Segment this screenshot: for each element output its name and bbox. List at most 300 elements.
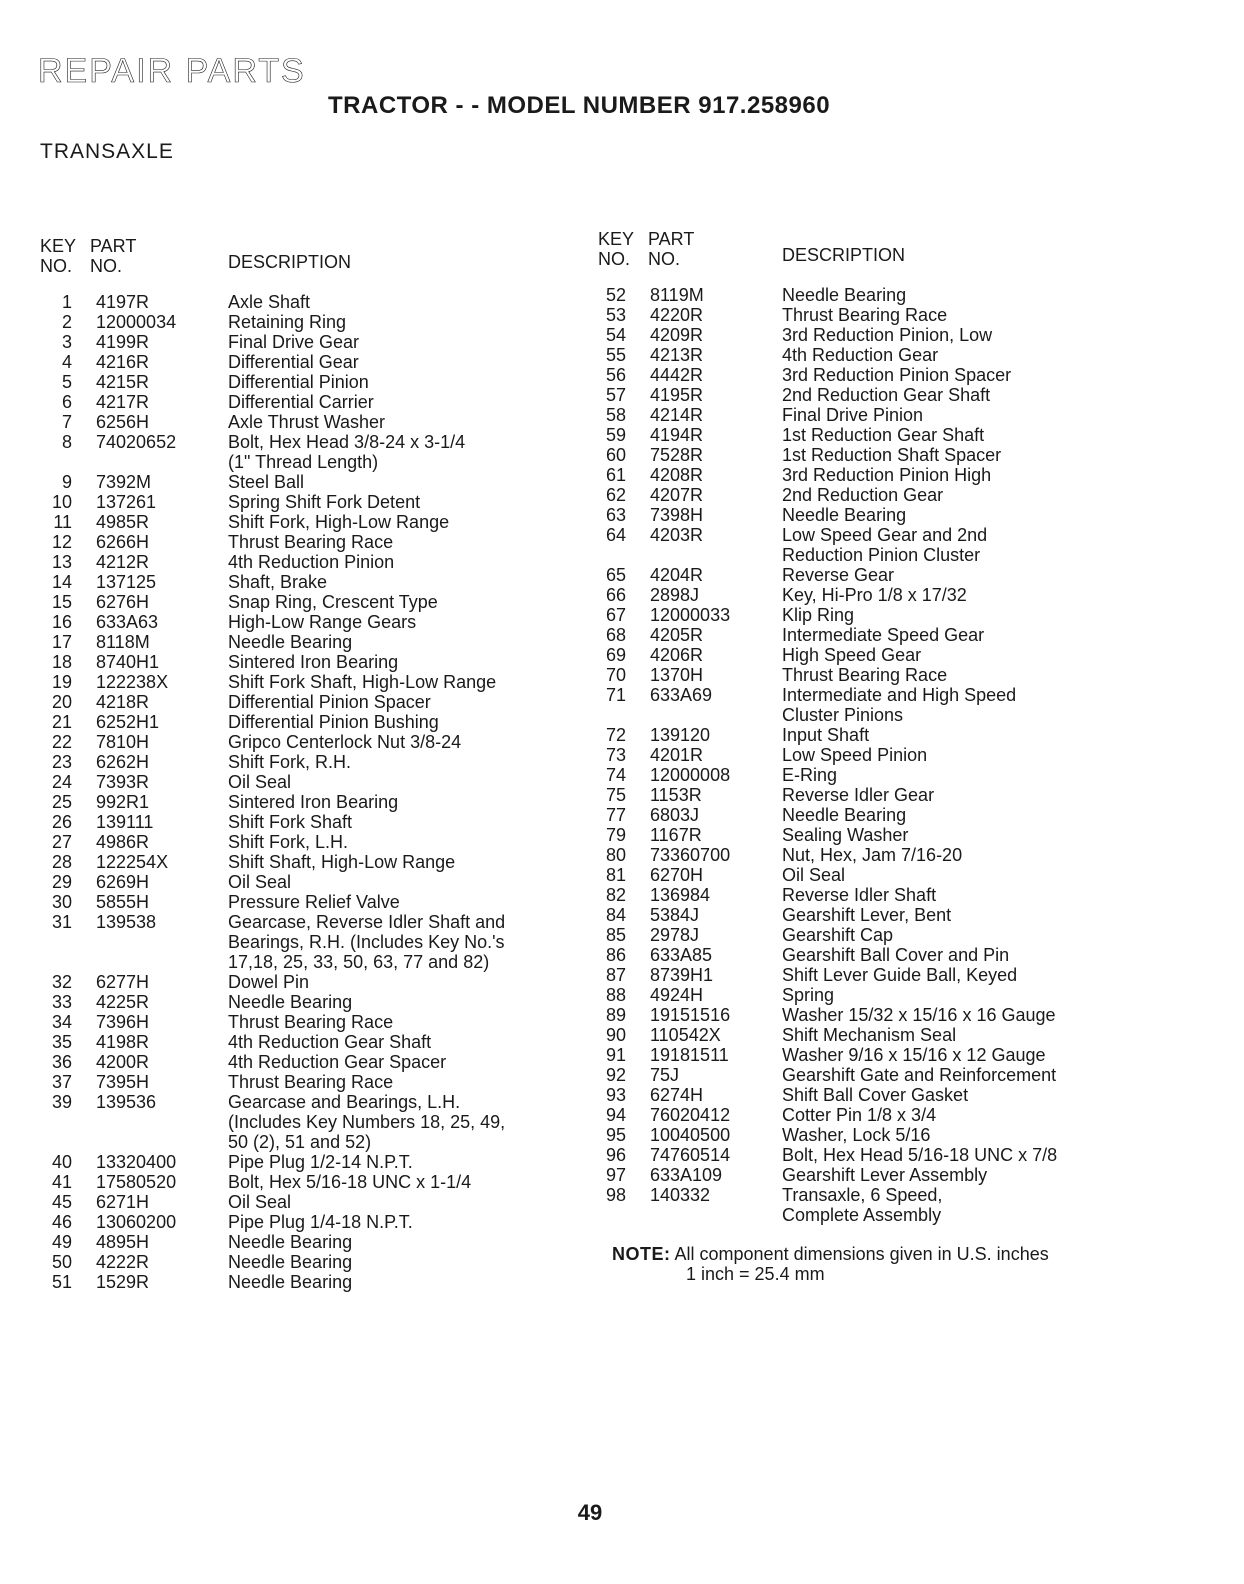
part-number: 1167R <box>650 825 702 845</box>
table-row <box>40 752 600 772</box>
key-number: 29 <box>51 872 72 892</box>
table-row <box>598 665 1218 685</box>
table-row <box>40 832 600 852</box>
part-number: 7810H <box>96 732 150 752</box>
key-number: 86 <box>605 945 626 965</box>
part-description: Transaxle, 6 Speed, Complete Assembly <box>782 1185 943 1225</box>
part-number: 4213R <box>650 345 704 365</box>
part-number: 5384J <box>650 905 700 925</box>
part-number: 140332 <box>650 1185 711 1205</box>
key-number: 5 <box>61 372 72 392</box>
part-description: Reverse Idler Gear <box>782 785 935 805</box>
part-number: 4208R <box>650 465 704 485</box>
part-number: 122238X <box>96 672 169 692</box>
part-number: 992R1 <box>96 792 150 812</box>
part-number: 8739H1 <box>650 965 714 985</box>
table-row <box>598 1165 1218 1185</box>
column-headers-left <box>40 236 600 292</box>
table-row <box>40 352 600 372</box>
table-row <box>598 865 1218 885</box>
part-description: Gearshift Ball Cover and Pin <box>782 945 1010 965</box>
part-description: Shift Fork, R.H. <box>228 752 352 772</box>
part-description: Oil Seal <box>228 872 292 892</box>
key-number: 69 <box>605 645 626 665</box>
part-description: Thrust Bearing Race <box>228 1072 394 1092</box>
part-description: Shaft, Brake <box>228 572 328 592</box>
part-description: Spring Shift Fork Detent <box>228 492 421 512</box>
part-number: 6276H <box>96 592 150 612</box>
part-description: Needle Bearing <box>782 505 907 525</box>
table-row <box>598 685 1218 725</box>
key-number: 20 <box>51 692 72 712</box>
part-description: Reverse Gear <box>782 565 895 585</box>
table-row <box>40 512 600 532</box>
parts-rows-right <box>598 285 1218 1225</box>
page-number: 49 <box>577 1500 603 1525</box>
part-number: 8118M <box>96 632 150 652</box>
table-row <box>598 845 1218 865</box>
part-description: Bolt, Hex Head 5/16-18 UNC x 7/8 <box>782 1145 1058 1165</box>
part-number: 7398H <box>650 505 704 525</box>
part-number: 13320400 <box>96 1152 177 1172</box>
part-description: Axle Shaft <box>228 292 311 312</box>
part-description: Shift Ball Cover Gasket <box>782 1085 969 1105</box>
part-description: Input Shaft <box>782 725 870 745</box>
key-number: 57 <box>605 385 626 405</box>
table-row <box>598 385 1218 405</box>
key-number: 26 <box>51 812 72 832</box>
section-heading: TRANSAXLE <box>40 140 174 163</box>
key-number: 67 <box>605 605 626 625</box>
part-number: 8740H1 <box>96 652 160 672</box>
key-number: 15 <box>51 592 72 612</box>
key-number: 19 <box>51 672 72 692</box>
table-row <box>40 1212 600 1232</box>
key-number: 39 <box>51 1092 72 1112</box>
part-description: Needle Bearing <box>228 1232 353 1252</box>
key-number: 3 <box>61 332 72 352</box>
key-number: 60 <box>605 445 626 465</box>
part-number: 4204R <box>650 565 704 585</box>
part-description: High Speed Gear <box>782 645 922 665</box>
part-description: Thrust Bearing Race <box>782 305 948 325</box>
part-description: Sealing Washer <box>782 825 909 845</box>
table-row <box>40 852 600 872</box>
part-description: Snap Ring, Crescent Type <box>228 592 438 612</box>
part-number: 4197R <box>96 292 150 312</box>
table-row <box>40 1152 600 1172</box>
part-number: 10040500 <box>650 1125 731 1145</box>
note-text: All component dimensions given in U.S. inches <box>674 1244 1049 1264</box>
key-number: 70 <box>605 665 626 685</box>
table-row <box>598 285 1218 305</box>
part-description: Sintered Iron Bearing <box>228 652 399 672</box>
key-number: 94 <box>605 1105 626 1125</box>
part-number: 6803J <box>650 805 700 825</box>
part-description: Shift Shaft, High-Low Range <box>228 852 456 872</box>
part-description: Differential Pinion Bushing <box>228 712 439 732</box>
part-description: Cotter Pin 1/8 x 3/4 <box>782 1105 937 1125</box>
table-row <box>40 572 600 592</box>
part-description: Gripco Centerlock Nut 3/8-24 <box>228 732 462 752</box>
part-number: 4194R <box>650 425 704 445</box>
part-number: 73360700 <box>650 845 731 865</box>
part-description: Final Drive Gear <box>228 332 360 352</box>
table-row <box>598 605 1218 625</box>
table-row <box>598 1125 1218 1145</box>
key-number: 32 <box>51 972 72 992</box>
part-number: 4200R <box>96 1052 150 1072</box>
part-number: 4218R <box>96 692 150 712</box>
part-description: Axle Thrust Washer <box>228 412 386 432</box>
key-number: 95 <box>605 1125 626 1145</box>
part-description: Differential Pinion Spacer <box>228 692 431 712</box>
part-number: 74020652 <box>96 432 177 452</box>
part-number: 633A69 <box>650 685 713 705</box>
key-number: 61 <box>605 465 626 485</box>
table-row <box>40 1232 600 1252</box>
key-number: 82 <box>605 885 626 905</box>
part-number: 633A63 <box>96 612 159 632</box>
key-number: 54 <box>605 325 626 345</box>
key-number: 8 <box>61 432 72 452</box>
note-conversion: 1 inch = 25.4 mm <box>686 1264 825 1284</box>
table-row <box>598 1085 1218 1105</box>
table-row <box>40 632 600 652</box>
table-row <box>598 825 1218 845</box>
table-row <box>598 1065 1218 1085</box>
part-number: 137261 <box>96 492 157 512</box>
part-number: 8119M <box>650 285 704 305</box>
header-key-no: NO. <box>598 249 631 269</box>
table-row <box>598 585 1218 605</box>
part-number: 4207R <box>650 485 704 505</box>
table-row <box>598 765 1218 785</box>
part-description: Shift Fork, L.H. <box>228 832 349 852</box>
part-number: 139111 <box>96 812 154 832</box>
table-row <box>598 965 1218 985</box>
part-description: Final Drive Pinion <box>782 405 924 425</box>
part-number: 4198R <box>96 1032 150 1052</box>
part-description: Thrust Bearing Race <box>782 665 948 685</box>
part-description: Low Speed Gear and 2nd Reduction Pinion Cluster <box>782 525 988 565</box>
table-row <box>40 492 600 512</box>
key-number: 58 <box>605 405 626 425</box>
part-description: Differential Gear <box>228 352 359 372</box>
part-description: Retaining Ring <box>228 312 347 332</box>
part-description: 1st Reduction Shaft Spacer <box>782 445 1002 465</box>
table-row <box>40 592 600 612</box>
key-number: 62 <box>605 485 626 505</box>
table-row <box>40 692 600 712</box>
table-row <box>598 1145 1218 1165</box>
key-number: 89 <box>605 1005 626 1025</box>
table-row <box>40 532 600 552</box>
key-number: 24 <box>51 772 72 792</box>
part-number: 6266H <box>96 532 150 552</box>
part-number: 139120 <box>650 725 711 745</box>
table-row <box>598 445 1218 465</box>
part-description: Gearcase, Reverse Idler Shaft and Bearings, R.H. (Includes Key No.'s 17,18, 25, 33, 50, 63, 77 and 82) <box>228 912 506 972</box>
key-number: 49 <box>51 1232 72 1252</box>
key-number: 25 <box>51 792 72 812</box>
key-number: 72 <box>605 725 626 745</box>
parts-rows-left <box>40 292 600 1292</box>
header-description: DESCRIPTION <box>228 252 352 272</box>
key-number: 84 <box>605 905 626 925</box>
key-number: 35 <box>51 1032 72 1052</box>
table-row <box>40 1032 600 1052</box>
part-number: 76020412 <box>650 1105 731 1125</box>
table-row <box>40 1012 600 1032</box>
key-number: 16 <box>51 612 72 632</box>
part-number: 4222R <box>96 1252 150 1272</box>
part-description: Differential Carrier <box>228 392 374 412</box>
part-description: 2nd Reduction Gear Shaft <box>782 385 991 405</box>
table-row <box>598 745 1218 765</box>
table-row <box>40 972 600 992</box>
header-key: KEY <box>40 236 77 256</box>
model-heading: TRACTOR - - MODEL NUMBER 917.258960 <box>328 92 831 119</box>
table-row <box>40 792 600 812</box>
part-description: Intermediate and High Speed Cluster Pinions <box>782 685 1017 725</box>
key-number: 74 <box>605 765 626 785</box>
key-number: 22 <box>51 732 72 752</box>
table-row <box>598 505 1218 525</box>
table-row <box>40 1092 600 1152</box>
part-description: Steel Ball <box>228 472 305 492</box>
part-description: Washer 9/16 x 15/16 x 12 Gauge <box>782 1045 1046 1065</box>
part-description: Gearshift Lever Assembly <box>782 1165 988 1185</box>
key-number: 45 <box>51 1192 72 1212</box>
part-description: 4th Reduction Gear <box>782 345 939 365</box>
key-number: 14 <box>51 572 72 592</box>
header-part-no: NO. <box>648 249 681 269</box>
table-row <box>40 652 600 672</box>
part-description: Washer 15/32 x 15/16 x 16 Gauge <box>782 1005 1056 1025</box>
table-row <box>598 725 1218 745</box>
key-number: 4 <box>61 352 72 372</box>
table-row <box>40 312 600 332</box>
key-number: 66 <box>605 585 626 605</box>
part-number: 4203R <box>650 525 704 545</box>
part-number: 6269H <box>96 872 150 892</box>
part-description: Needle Bearing <box>228 992 353 1012</box>
key-number: 90 <box>605 1025 626 1045</box>
part-description: 2nd Reduction Gear <box>782 485 944 505</box>
part-number: 7396H <box>96 1012 150 1032</box>
table-row <box>40 1192 600 1212</box>
key-number: 85 <box>605 925 626 945</box>
key-number: 56 <box>605 365 626 385</box>
part-description: Thrust Bearing Race <box>228 532 394 552</box>
part-description: Pipe Plug 1/4-18 N.P.T. <box>228 1212 413 1232</box>
table-row <box>40 672 600 692</box>
part-description: Shift Fork Shaft <box>228 812 353 832</box>
part-description: Low Speed Pinion <box>782 745 928 765</box>
part-description: Needle Bearing <box>782 285 907 305</box>
table-row <box>598 785 1218 805</box>
table-row <box>40 612 600 632</box>
table-row <box>598 565 1218 585</box>
table-row <box>40 432 600 472</box>
part-number: 4986R <box>96 832 150 852</box>
part-number: 19151516 <box>650 1005 731 1025</box>
part-description: Bolt, Hex 5/16-18 UNC x 1-1/4 <box>228 1172 472 1192</box>
table-row <box>598 485 1218 505</box>
part-number: 12000034 <box>96 312 177 332</box>
part-number: 4195R <box>650 385 704 405</box>
part-number: 6271H <box>96 1192 150 1212</box>
table-row <box>598 905 1218 925</box>
part-description: Gearshift Lever, Bent <box>782 905 952 925</box>
table-row <box>598 1185 1218 1225</box>
key-number: 33 <box>51 992 72 1012</box>
part-number: 4985R <box>96 512 150 532</box>
key-number: 21 <box>51 712 72 732</box>
part-number: 6277H <box>96 972 150 992</box>
key-number: 13 <box>51 552 72 572</box>
key-number: 65 <box>605 565 626 585</box>
part-number: 4225R <box>96 992 150 1012</box>
table-row <box>40 772 600 792</box>
header-part: PART <box>90 236 137 256</box>
part-number: 139538 <box>96 912 157 932</box>
part-description: 4th Reduction Pinion <box>228 552 395 572</box>
part-description: Shift Mechanism Seal <box>782 1025 957 1045</box>
table-row <box>598 305 1218 325</box>
table-row <box>40 1172 600 1192</box>
key-number: 77 <box>605 805 626 825</box>
part-number: 4205R <box>650 625 704 645</box>
table-row <box>40 892 600 912</box>
part-number: 19181511 <box>650 1045 729 1065</box>
table-row <box>598 1025 1218 1045</box>
key-number: 92 <box>605 1065 626 1085</box>
part-description: E-Ring <box>782 765 838 785</box>
table-row <box>598 1005 1218 1025</box>
part-number: 75J <box>650 1065 680 1085</box>
part-description: Bolt, Hex Head 3/8-24 x 3-1/4 (1" Thread Length) <box>228 432 466 472</box>
part-number: 4924H <box>650 985 704 1005</box>
header-key: KEY <box>598 229 635 249</box>
table-row <box>598 1045 1218 1065</box>
part-description: Needle Bearing <box>228 1272 353 1292</box>
part-number: 4214R <box>650 405 704 425</box>
part-number: 4442R <box>650 365 704 385</box>
table-row <box>598 805 1218 825</box>
key-number: 18 <box>51 652 72 672</box>
part-description: Gearshift Cap <box>782 925 894 945</box>
table-row <box>598 345 1218 365</box>
key-number: 1 <box>61 292 72 312</box>
part-number: 4217R <box>96 392 150 412</box>
key-number: 96 <box>605 1145 626 1165</box>
key-number: 59 <box>605 425 626 445</box>
part-description: Nut, Hex, Jam 7/16-20 <box>782 845 963 865</box>
part-number: 6252H1 <box>96 712 160 732</box>
part-number: 4212R <box>96 552 150 572</box>
key-number: 2 <box>61 312 72 332</box>
key-number: 50 <box>51 1252 72 1272</box>
table-row <box>40 912 600 972</box>
table-row <box>40 332 600 352</box>
header-part: PART <box>648 229 695 249</box>
part-number: 137125 <box>96 572 157 592</box>
part-number: 13060200 <box>96 1212 177 1232</box>
table-row <box>40 552 600 572</box>
note <box>612 1244 1049 1284</box>
table-row <box>598 365 1218 385</box>
table-row <box>40 1252 600 1272</box>
key-number: 6 <box>61 392 72 412</box>
part-number: 7393R <box>96 772 150 792</box>
part-description: Oil Seal <box>228 1192 292 1212</box>
table-row <box>40 372 600 392</box>
table-row <box>598 625 1218 645</box>
key-number: 27 <box>51 832 72 852</box>
key-number: 36 <box>51 1052 72 1072</box>
part-description: Intermediate Speed Gear <box>782 625 985 645</box>
key-number: 12 <box>51 532 72 552</box>
part-description: Pipe Plug 1/2-14 N.P.T. <box>228 1152 413 1172</box>
part-number: 5855H <box>96 892 150 912</box>
part-description: Gearshift Gate and Reinforcement <box>782 1065 1057 1085</box>
part-number: 110542X <box>650 1025 721 1045</box>
key-number: 31 <box>51 912 72 932</box>
part-number: 6262H <box>96 752 150 772</box>
part-description: 4th Reduction Gear Spacer <box>228 1052 447 1072</box>
part-description: Needle Bearing <box>782 805 907 825</box>
key-number: 91 <box>605 1045 626 1065</box>
table-row <box>598 885 1218 905</box>
part-number: 633A85 <box>650 945 713 965</box>
part-number: 2898J <box>650 585 700 605</box>
part-number: 4206R <box>650 645 704 665</box>
table-row <box>598 425 1218 445</box>
table-row <box>40 1072 600 1092</box>
key-number: 71 <box>605 685 626 705</box>
part-description: Shift Fork, High-Low Range <box>228 512 450 532</box>
part-number: 4199R <box>96 332 150 352</box>
table-row <box>40 392 600 412</box>
part-description: Pressure Relief Valve <box>228 892 400 912</box>
part-description: Differential Pinion <box>228 372 369 392</box>
part-description: 3rd Reduction Pinion, Low <box>782 325 993 345</box>
part-description: Shift Lever Guide Ball, Keyed <box>782 965 1018 985</box>
part-description: Klip Ring <box>782 605 855 625</box>
part-description: Spring <box>782 985 835 1005</box>
table-row <box>40 412 600 432</box>
part-number: 4895H <box>96 1232 150 1252</box>
part-number: 4209R <box>650 325 704 345</box>
part-number: 122254X <box>96 852 169 872</box>
key-number: 51 <box>51 1272 72 1292</box>
part-number: 136984 <box>650 885 711 905</box>
part-description: Needle Bearing <box>228 632 353 652</box>
table-row <box>40 472 600 492</box>
table-row <box>598 525 1218 565</box>
part-number: 6270H <box>650 865 704 885</box>
table-row <box>598 1105 1218 1125</box>
part-description: Shift Fork Shaft, High-Low Range <box>228 672 497 692</box>
part-description: 1st Reduction Gear Shaft <box>782 425 985 445</box>
table-row <box>598 925 1218 945</box>
part-description: 3rd Reduction Pinion High <box>782 465 992 485</box>
table-row <box>598 325 1218 345</box>
key-number: 46 <box>51 1212 72 1232</box>
part-description: Gearcase and Bearings, L.H. (Includes Key Numbers 18, 25, 49, 50 (2), 51 and 52) <box>228 1092 506 1152</box>
